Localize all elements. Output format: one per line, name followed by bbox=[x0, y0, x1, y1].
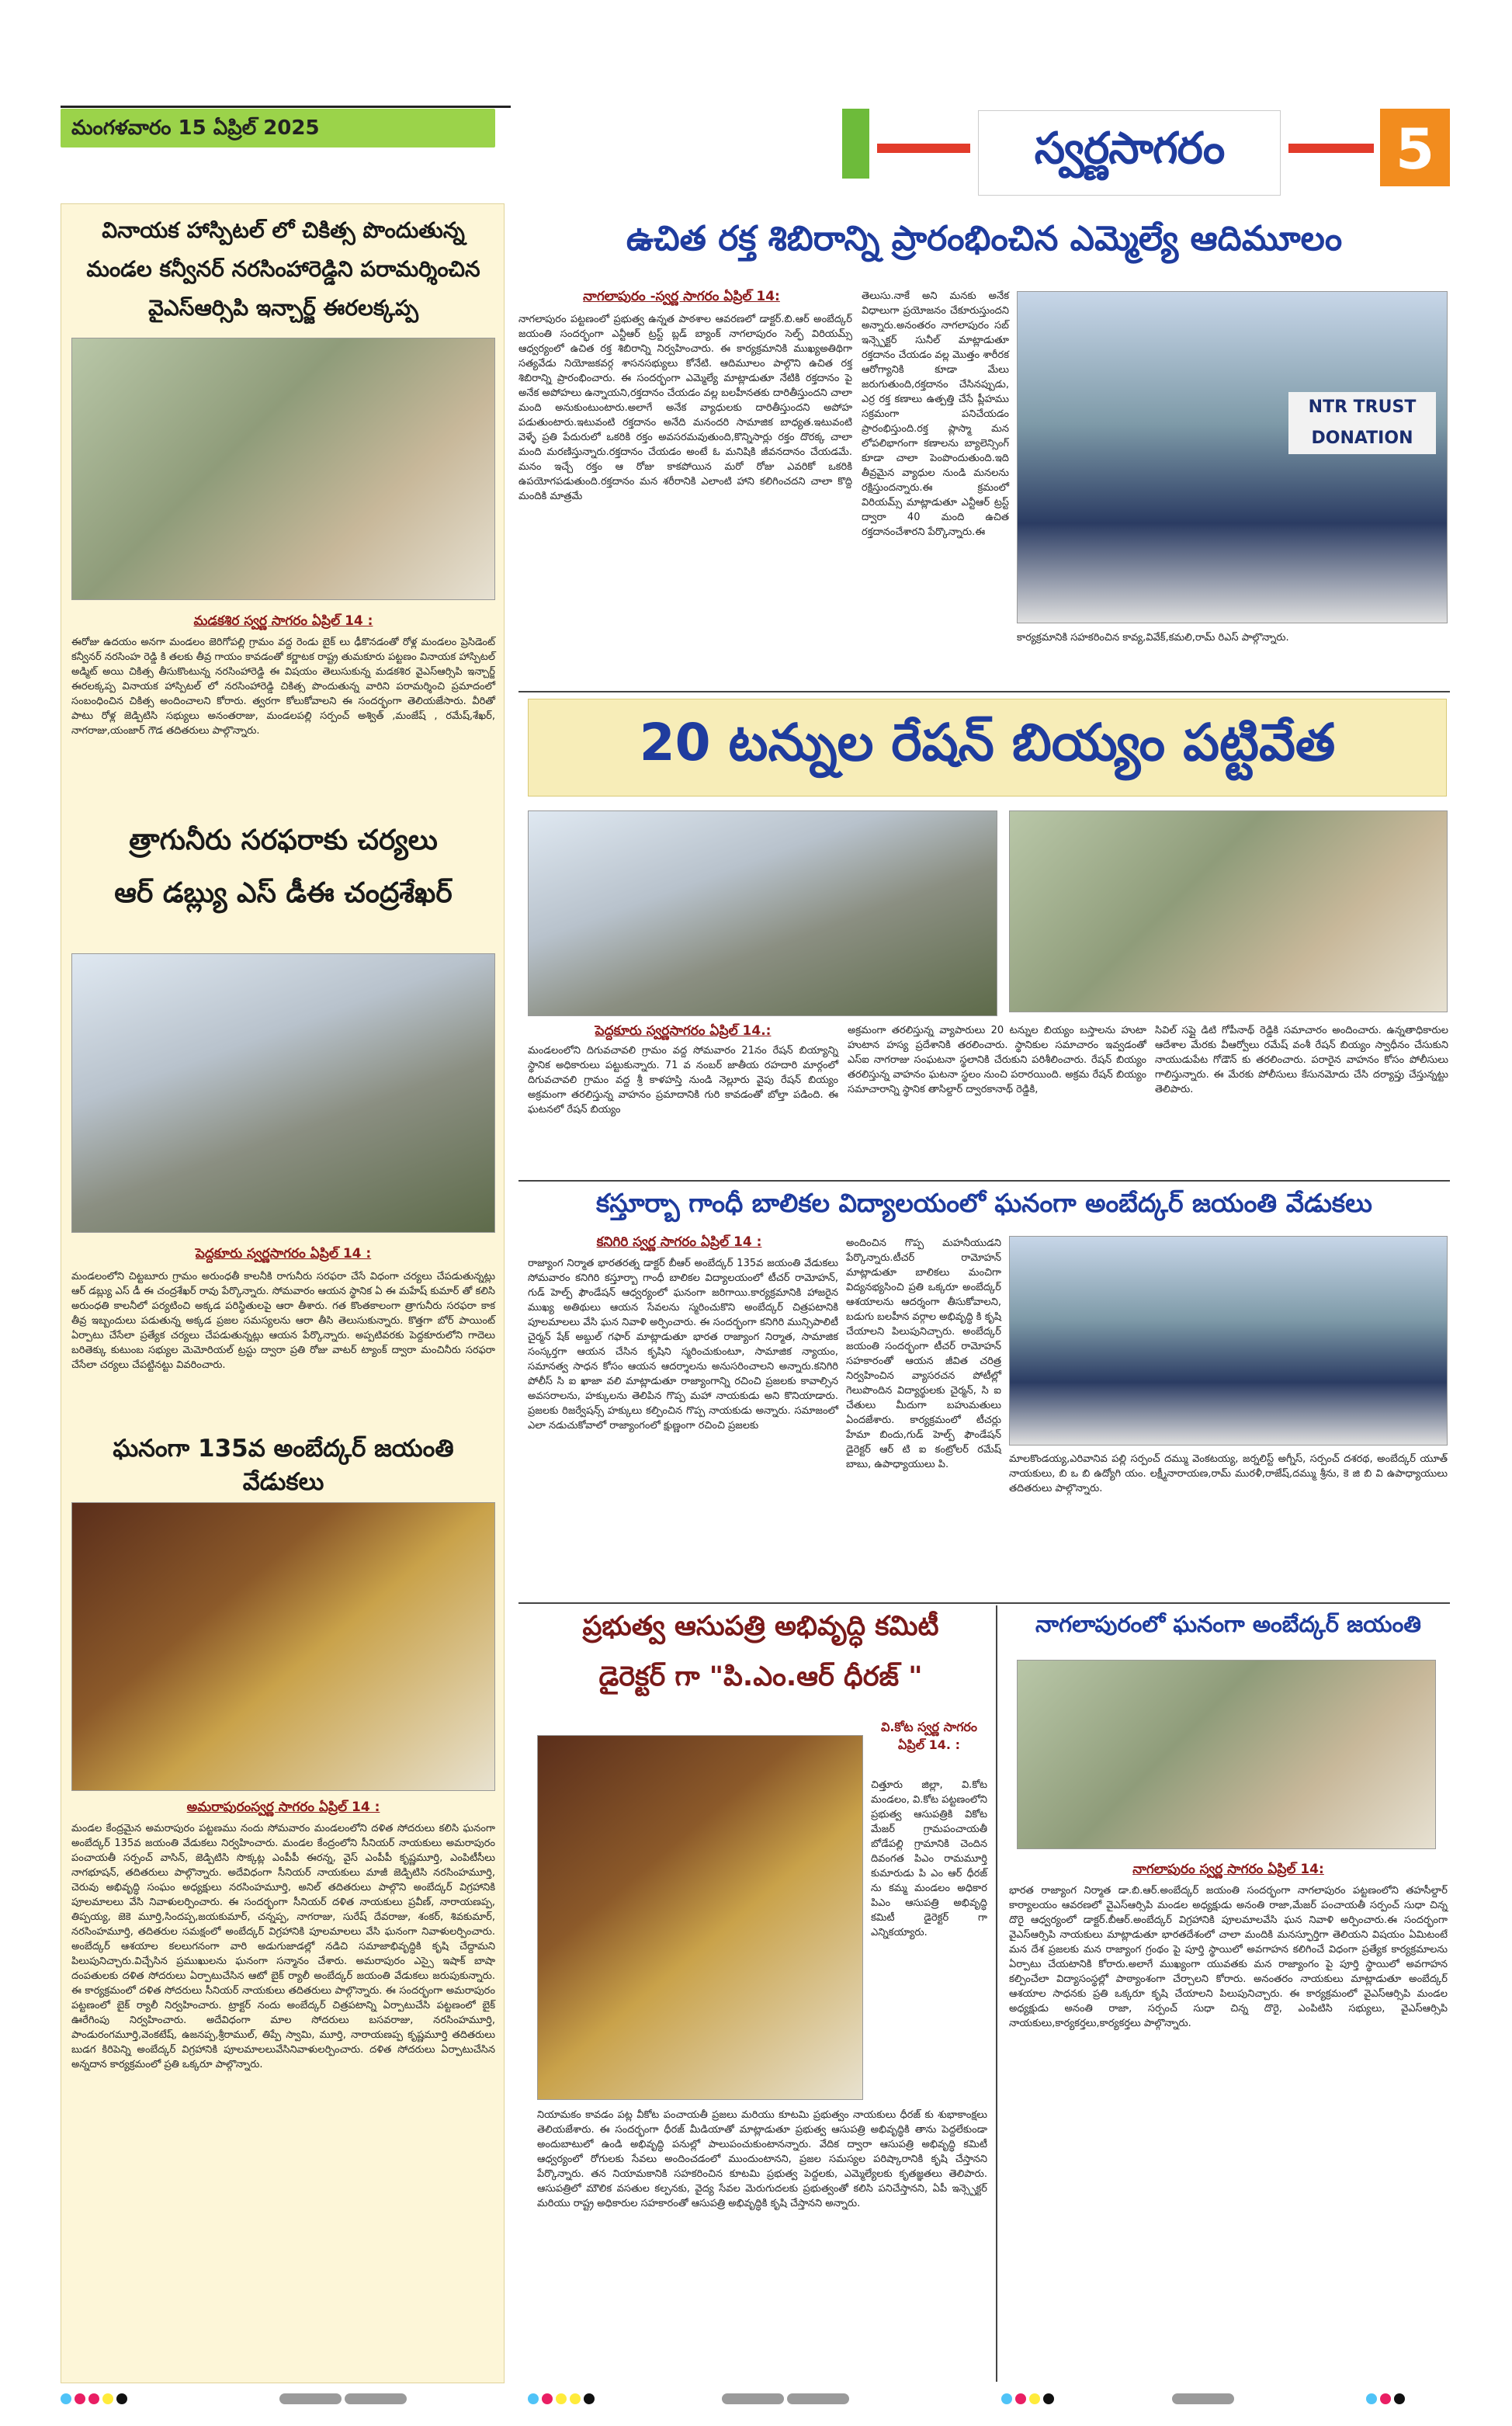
main-story5-body: భారత రాజ్యాంగ నిర్మాత డా.బి.ఆర్.అంబేద్కర్ జయంతి సందర్భంగా నాగలాపురం పట్టణంలోని తహసీల్దార్ కార్యాలయం ఆవరణలో వైఎస్ఆర్సిపి మండల అధ్యక్షుడు అనంతి రాజా,మేజర్ పంచాయతీ సర్పంచ్ సుధా చిన్న దొరై ఆధ్వర్యంలో డాక్టర్.బీఆర్.అంబేద్కర్ విగ్రహానికి పూలమాలవేసి ఘన నివాళి అర్పించారు.ఈ సందర్భంగా వైఎస్ఆర్సిపి నాయకులు మాట్లాడుతూ భారతదేశంలో చాలా మందికి మనస్ఫూర్తిగా తెలియని విషయం ఏమిటంటే మన దేశ ప్రజలకు మన రాజ్యాంగ గ్రంథం పై పూర్తి స్థాయిలో అవగాహన కలిగించే విధంగా ప్రత్యేక కార్యక్రమాలను ఏర్పాటు చేయటానికి కోరారు.అలాగే ముఖ్యంగా యువతకు మన రాజ్యాంగం పై పూర్తి స్థాయిలో అవగాహన కల్పించేలా విద్యాసంస్థల్లో పాఠ్యాంశంగా చేర్చాలని కోరారు. అనంతరం నాయకులు మాట్లాడుతూ అంబేద్కర్ ఆశయాల సాధనకు ప్రతి ఒక్కరూ కృషి చేయాలని పిలుపునిచ్చారు. ఈ కార్యక్రమంలో వైఎస్ఆర్సిపి మండల అధ్యక్షుడు అనంతి రాజా, సర్పంచ్ సుధా చిన్న దొరై, ఎంపిటిసి సభ్యులు, వైఎస్ఆర్సిపి నాయకులు,కార్యకర్తలు,కార్యకర్తలు పాల్గొన్నారు. bbox=[1009, 1885, 1448, 2029]
bar-gray-mid-2 bbox=[787, 2393, 849, 2404]
masthead-logo: స్వర్ణసాగరం bbox=[1034, 123, 1225, 174]
dot-yellow-right bbox=[1029, 2393, 1040, 2404]
header-top-line bbox=[61, 106, 511, 108]
left-story2-body: మండలంలోని చిట్టబూరు గ్రామం అరుంధతీ కాలనీకి రాగునీరు సరఫరా చేసే విధంగా చర్యలు చేపడుతున్నట్లు ఆర్ డబ్ల్యు ఎస్ డీ ఈ చంద్రశేఖర్ రావు పేర్కొన్నారు. సోమవారం ఆయన స్థానిక ఏ ఈ మహేష్ కుమార్ తో కలిసి అరుంధతి కాలనీలో పర్యటించి అక్కడ పరిస్థితులపై ఆరా తీశారు. గత కొంతకాలంగా త్రాగునీరు సరఫరా కాక తీవ్ర ఇబ్బందులు పడుతున్న అక్కడ ప్రజల సమస్యలను ఆరా తీసి తెలుసుకున్నారు. కొత్తగా బోర్ పాయింట్ ఏర్పాటు చేసేలా ప్రత్యేక చర్యలు చేపడుతున్నట్లు ఆయన పేర్కొన్నారు. అప్పటివరకు పెద్దకూరులోని గాదెలు బరితెక్కు కుటుంబ సభ్యుల మెమోరియల్ ట్రస్టు ద్వారా ప్రతి రోజు వాటర్ ట్యాంక్ ద్వారా మంచినీరు సరఫరా చేసేలా చర్యలు చేపట్టినట్టు వివరించారు. bbox=[71, 1271, 495, 1371]
red-line-right bbox=[1288, 144, 1374, 153]
main-story4-headline-line1: ప్రభుత్వ ఆసుపత్రి అభివృద్ధి కమిటీ bbox=[582, 1611, 939, 1642]
main-story2-dateline: పెద్దకూరు స్వర్ణసాగరం ఏప్రిల్ 14.: bbox=[595, 1023, 772, 1039]
bar-gray bbox=[279, 2393, 342, 2404]
main-story3-body-col2: అందించిన గొప్ప మహనీయుడని పేర్కొన్నారు.టీచర్ రామోహన్ మాట్లాడుతూ బాలికలు మంచిగా విద్యనభ్యసించి ప్రతి ఒక్కరూ అంబేద్కర్ ఆశయాలను ఆదర్శంగా తీసుకోవాలని, బడుగు బలహీన వర్గాల అభివృద్ధి కి కృషి చేయాలని పిలుపునిచ్చారు. అంబేద్కర్ జయంతి సందర్భంగా టీచర్ రామోహన్ సహకారంతో ఆయన జీవిత చరిత్ర నిర్వహించిన వ్యాసరచన పోటీల్లో గెలుపొందిన విద్యార్థులకు చైర్మన్, సి ఐ చేతులు మీదుగా బహుమతులు ఏందజేశారు. కార్యక్రమంలో టీచర్లు హేమా బిందు,గుడ్ హెల్ప్ ఫౌండేషన్ డైరెక్టర్ ఆర్ టి ఐ కంట్రోలర్ రమేష్ బాబు, ఉపాధ్యాయులు పి. bbox=[846, 1237, 1001, 1470]
left-story1-body: ఈరోజు ఉదయం అనగా మండలం జెరిగోపల్లి గ్రామం వద్ద రెండు బైక్ లు ఢీకొనడంతో రోళ్ల మండలం ప్రెసిడెంట్ కన్వీనర్ నరసింహ రెడ్డి కి తలకు తీవ్ర గాయం కావడంతో కర్ణాటక రాష్ట్ర తుమకూరు పట్టణం వినాయక హాస్పిటల్ అడ్మిట్ అయి చికిత్స తీసుకొంటున్న నరసింహారెడ్డి ఈ విషయం తెలుసుకున్న మడకశిర వైఎస్ఆర్సిపి ఇన్చార్జ్ ఈరలక్కప్ప వినాయక హాస్పిటల్ లో నరసింహారెడ్డి చికిత్స పొందుతున్న వారిని పరామర్శించి ప్రమాదంలో సంబంధించిన చికిత్స అందించాలని కోరారు. త్వరగా కోలుకోవాలని ఈ సందర్భంగా తెలియజేసారు. వీరితో పాటు రోళ్ల జెడ్పిటిసి సభ్యులు అనంతరాజు, మండలపల్లి సర్పంచ్ అశ్విత్ ,మంజేష్ , రమేష్,శేఖర్, నాగరాజు,యంజార్ గౌడ తదితరులు పాల్గొన్నారు. bbox=[71, 637, 495, 737]
main-story1-photo bbox=[1017, 291, 1448, 623]
divider-3 bbox=[518, 1602, 1450, 1604]
main-story2-photo1 bbox=[528, 810, 997, 1016]
main-story4-headline-line2: డైరెక్టర్ గా "పి.ఎం.ఆర్ ధీరజ్ " bbox=[598, 1661, 923, 1692]
main-story2-photo2 bbox=[1009, 810, 1448, 1012]
dot-cyan-far bbox=[1366, 2393, 1377, 2404]
left-story3-dateline: అమరాపురంస్వర్ణ సాగరం ఏప్రిల్ 14 : bbox=[186, 1800, 380, 1815]
left-story2-photo bbox=[71, 953, 495, 1233]
footer-bars-left bbox=[279, 2393, 435, 2408]
footer-dots-left bbox=[61, 2393, 216, 2408]
bar-gray-mid bbox=[722, 2393, 784, 2404]
bar-gray-right bbox=[1172, 2393, 1234, 2404]
main-story5-headline: నాగలాపురంలో ఘనంగా అంబేద్కర్ జయంతి bbox=[1035, 1611, 1421, 1637]
main-story2-body-col3: సివిల్ సప్లై డిటి గోపీనాథ్ రెడ్డికి సమాచారం అందించారు. ఉన్నతాధికారుల ఆదేశాల మేరకు వీఆర్వోలు రమేష్ వంశీ రేషన్ బియ్యం స్వాధీనం చేసుకుని నాయుడుపేట గోడౌన్ కు తరలించారు. పరారైన వాహనం కోసం పోలీసులు గాలిస్తున్నారు. ఈ మేరకు పోలీసులు కేసునమోదు చేసి దర్యాప్తు చేస్తున్నట్టు తెలిపారు. bbox=[1155, 1025, 1448, 1095]
left-story2-dateline: పెద్దకూరు స్వర్ణసాగరం ఏప్రిల్ 14 : bbox=[195, 1246, 372, 1262]
green-block bbox=[842, 109, 869, 179]
main-story2-headline: 20 టన్నుల రేషన్ బియ్యం పట్టివేత bbox=[639, 713, 1336, 772]
dot-yellow-mid bbox=[556, 2393, 567, 2404]
main-story5-photo bbox=[1017, 1660, 1436, 1849]
main-story3-headline: కస్తూర్బా గాంధీ బాలికల విద్యాలయంలో ఘనంగా అంబేద్కర్ జయంతి వేడుకలు bbox=[596, 1188, 1372, 1218]
footer-bars-right bbox=[1172, 2393, 1327, 2408]
left-story1-headline: వినాయక హాస్పిటల్ లో చికిత్స పొందుతున్న మండల కన్వీనర్ నరసింహారెడ్డిని పరామర్శించిన వైఎస్ఆర్సిపి ఇన్చార్జ్ ఈరలక్కప్ప bbox=[86, 217, 480, 321]
footer-bars-mid bbox=[722, 2393, 877, 2408]
footer-dots-mid bbox=[528, 2393, 683, 2408]
main-story4-dateline: వి.కోట స్వర్ణ సాగరం ఏప్రిల్ 14. : bbox=[880, 1720, 978, 1752]
divider-vertical bbox=[996, 1605, 997, 2382]
left-story1-photo bbox=[71, 338, 495, 600]
dot-yellow bbox=[102, 2393, 113, 2404]
dot-magenta-mid bbox=[542, 2393, 553, 2404]
left-story3-photo bbox=[71, 1502, 495, 1791]
footer-dots-right bbox=[1001, 2393, 1157, 2408]
main-story3-body-col1: రాజ్యాంగ నిర్మాత భారతరత్న డాక్టర్ బీఆర్ అంబేద్కర్ 135వ జయంతి వేడుకలు సోమవారం కనిగిరి కస్తూర్బా గాంధీ బాలికల విద్యాలయంలో టీచర్ రామోహన్, గుడ్ హెల్ప్ ఫౌండేషన్ ఆధ్వర్యంలో ఘనంగా జరిగాయి.కార్యక్రమానికి హాజరైన ముఖ్య అతిథులు ఆయన సేవలను స్మరించుకొని అంబేద్కర్ చిత్రపటానికి పూలమాలలు వేసి ఘన నివాళి అర్పించారు. ఈ సందర్భంగా కనిగిరి మున్సిపాలిటీ చైర్మన్ షేక్ అబ్దుల్ గఫార్ మాట్లాడుతూ భారత రాజ్యాంగ నిర్మాత, సామాజిక సంస్కర్తగా ఆయన చేసిన కృషిని స్మరించుకుంటూ, సామాజిక న్యాయం, సమానత్వ సాధన కోసం ఆయన ఆదర్శాలను అనుసరించాలని అన్నారు.కనిగిరి పోలీస్ సి ఐ ఖాజా వలి మాట్లాడుతూ రాజ్యాంగాన్ని రచించి ప్రజలకు కావాల్సిన అవసరాలను, హక్కులను తెలిపిన గొప్ప మహా నాయకుడు అని కొనియాడారు. ప్రజలకు రిజర్వేషన్స్ హక్కులు కల్పించిన గొప్ప నాయకుడు అన్నారు. సమాజంలో ఎలా నడుచుకోవాలో రాజ్యాంగంలో క్షుణ్ణంగా రచించి ప్రజలకు bbox=[528, 1258, 838, 1432]
main-story1-headline: ఉచిత రక్త శిబిరాన్ని ప్రారంభించిన ఎమ్మెల్యే ఆదిమూలం bbox=[626, 219, 1343, 259]
main-story3-photo bbox=[1009, 1236, 1448, 1446]
dot-black-right bbox=[1043, 2393, 1054, 2404]
dot-cyan-mid bbox=[528, 2393, 539, 2404]
main-story1-dateline: నాగలాపురం -స్వర్ణ సాగరం ఏప్రిల్ 14: bbox=[583, 289, 780, 304]
main-story5-dateline: నాగలాపురం స్వర్ణ సాగరం ఏప్రిల్ 14: bbox=[1132, 1862, 1324, 1877]
dot-magenta-right bbox=[1015, 2393, 1026, 2404]
dot-magenta-2 bbox=[88, 2393, 99, 2404]
date-text: మంగళవారం 15 ఏప్రిల్ 2025 bbox=[71, 116, 320, 140]
main-story3-dateline: కనిగిరి స్వర్ణ సాగరం ఏప్రిల్ 14 : bbox=[596, 1234, 762, 1250]
main-story4-photo bbox=[537, 1735, 863, 2100]
dot-magenta-far bbox=[1380, 2393, 1391, 2404]
dot-cyan bbox=[61, 2393, 71, 2404]
main-story3-photo-caption: మాలకొండయ్య,ఎరివానివ పల్లి సర్పంచ్ దమ్ము వెంకటయ్య, జర్నలిస్ట్ అగ్నీస్, సర్పంచ్ దశరథ, అంబేద్కర్ యూత్ నాయకులు, బి ఒ బి ఉద్యోగి యం. లక్ష్మీనారాయణ,రామ్ మురళీ,రాజేష్,దమ్ము శ్రీను, కె జి బి వి ఉపాధ్యాయులు తదితరులు పాల్గొన్నారు. bbox=[1009, 1453, 1448, 1494]
main-story4-body-bottom: నియామకం కావడం పట్ల వీకోట పంచాయతీ ప్రజలు మరియు కూటమి ప్రభుత్వం నాయకులు ధీరజ్ కు శుభాకాంక్షలు తెలియజేశారు. ఈ సందర్భంగా ధీరజ్ మీడియాతో మాట్లాడుతూ ప్రభుత్వ ఆసుపత్రి అభివృద్ధికి తాను పెద్దలేకుండా అందుబాటులో ఉండి అభివృద్ధి పనుల్లో పాలుపంచుకుంటానన్నారు. వేదిక ద్వారా ఆసుపత్రి అభివృద్ధి కమిటీ ఆధ్వర్యంలో రోగులకు సేవలు అందించడంలో ముందుంటానని, ప్రజల సమస్యల పరిష్కారానికి కృషి చేస్తానని పేర్కొన్నారు. తన నియామకానికి సహకరించిన కూటమి ప్రభుత్వ పెద్దలకు, ఎమ్మెల్యేలకు కృతజ్ఞతలు తెలిపారు. ఆసుపత్రిలో మౌలిక వసతుల కల్పనకు, వైద్య సేవల మెరుగుదలకు ప్రభుత్వంతో కలిసి పనిచేస్తానని, ఏపీ ఇన్స్పెక్టర్ మరియు రాష్ట్ర అధికారుల సహకారంతో ఆసుపత్రి అభివృద్ధికి కృషి చేస్తానని అన్నారు. bbox=[537, 2109, 987, 2209]
main-story2-body-col2: అక్రమంగా తరలిస్తున్న వ్యాపారులు 20 టన్నుల బియ్యం బస్తాలను హుటా హుటాన హస్య ప్రదేశానికి తరలించారు. స్థానికుల సమాచారం ఇవ్వడంతో ఎస్ఐ నాగరాజు సంఘటనా స్థలానికి చేరుకుని పరిశీలించారు. రేషన్ బియ్యం తరలిస్తున్న వాహనం ఘటనా స్థలం నుంచి పరారయింది. అక్రమ రేషన్ బియ్యం సమాచారాన్ని స్థానిక తాసిల్దార్ ద్వారకానాథ్ రెడ్డికి, bbox=[848, 1025, 1146, 1095]
main-story1-photo-caption: కార్యక్రమానికి సహకరించిన కావ్య,వివేక్,కమలి,రామ్ రిఎస్ పాల్గొన్నారు. bbox=[1017, 632, 1289, 644]
bar-gray-2 bbox=[345, 2393, 407, 2404]
left-story2-headline-line1: త్రాగునీరు సరఫరాకు చర్యలు bbox=[129, 824, 438, 856]
divider-1 bbox=[518, 691, 1450, 692]
left-story2-headline-line2: ఆర్ డబ్ల్యు ఎస్ డీఈ చంద్రశేఖర్ bbox=[114, 877, 453, 909]
page-number: 5 bbox=[1395, 116, 1435, 182]
footer-dots-far-right bbox=[1366, 2393, 1459, 2408]
left-story3-body: మండల కేంద్రమైన అమరాపురం పట్టణము నందు సోమవారం మండలంలోని దళిత సోదరులు కలిసి ఘనంగా అంబేద్కర్ 135వ జయంతి వేడుకలు నిర్వహించారు. మండల కేంద్రంలోని సీనియర్ నాయకులు అమరాపురం పంచాయతీ సర్పంచ్ వాసిన్, జెడ్పిటిసి సొక్కట్ల ఎంపీపీ ఈరన్న, వైస్ ఎంపీపీ కృష్ణమూర్తి, ఎంపిటీసీలు నాగభూషన్, తదితరులు పాల్గొన్నారు. అదేవిధంగా సీనియర్ నాయకులు మాజీ జెడ్పిటిసి నరసింహమూర్తి, చెరువు అభివృద్ధి సంఘం అధ్యక్షులు నరసింహమూర్తి, అనిల్ తదితరులు పాల్గొని అంబేద్కర్ విగ్రహానికి పూలమాలలు వేసి నివాళులర్పించారు. ఈ సందర్భంగా సీనియర్ దళిత నాయకులు ప్రవీణ్, నారాయణప్ప, తిప్పయ్య, జెకె మూర్తి,సిందప్ప,జయకుమార్, చన్నప్ప, నాగరాజు, సురేష్ దేవరాజు, శంకర్, శివకుమార్, నరసింహమూర్తి, తదితరుల సమక్షంలో అంబేద్కర్ విగ్రహానికి పూలమాలలు వేసి ఘనంగా నివాళులర్పించారు. అంబేద్కర్ ఆశయాల కలలుగనంగా వారి అడుగుజాడల్లో నడిచి సమాజాభివృద్ధికి కృషి చేద్దామని పిలుపునిచ్చారు.విచ్చేసిన ప్రముఖులను ఘనంగా సన్మానం చేశారు. అమరాపురం ఎస్సై ఇషాక్ బాషా దంపతులకు దళిత సోదరులు ఏర్పాటుచేసిన ఆటో బైక్ ర్యాలీ అంబేద్కర్ జయంతి వేడుకలు జరుపుకున్నారు. ఈ కార్యక్రమంలో దళిత సోదరులు సీనియర్ నాయకులు తదితరులు పాల్గొన్నారు. ఈ సందర్భంగా అమరాపురం పట్టణంలో బైక్ ర్యాలీ నిర్వహించారు. ట్రాక్టర్ నందు అంబేద్కర్ చిత్రపటాన్ని ఏర్పాటుచేసి పట్టణంలో బైక్ ఊరేగింపు నిర్వహించారు. అదేవిధంగా మాల సోదరులు బసవరాజు, నరసింహమూర్తి, పాండురంగమూర్తి,వెంకటేష్, ఉజనప్ప,శ్రీరాముల్, తిప్పే స్వామి, మూర్తి, నారాయణప్ప కృష్ణమూర్తి తదితరులు బుడగ కిరిపెన్ని అంబేద్కర్ విగ్రహానికి పూలమాలలువేసినివాళులర్పించారు. దళిత సోదరులు ఏర్పాటుచేసిన అన్నదాన కార్యక్రమంలో ప్రతి ఒక్కరూ పాల్గొన్నారు. bbox=[71, 1823, 495, 2070]
dot-black bbox=[116, 2393, 127, 2404]
main-story4-body-side: చిత్తూరు జిల్లా, వి.కోట మండలం, వి.కోట పట్టణంలోని ప్రభుత్వ ఆసుపత్రికి వికోట మేజర్ గ్రామపంచాయతీ బోడేపల్లి గ్రామానికి చెందిన దివంగత పిఎం రామమూర్తి కుమారుడు పి ఎం ఆర్ ధీరజ్ ను కమ్మ మండలం అధికార పిఎం ఆసుపత్రి అభివృద్ధి కమిటీ డైరెక్టర్ గా ఎన్నికయ్యారు. bbox=[871, 1779, 988, 1938]
dot-magenta bbox=[75, 2393, 85, 2404]
main-story1-banner: NTR TRUST DONATION bbox=[1288, 392, 1436, 454]
red-line-left bbox=[877, 144, 970, 153]
left-story3-headline: ఘనంగా 135వ అంబేద్కర్ జయంతి వేడుకలు bbox=[113, 1435, 454, 1496]
divider-2 bbox=[518, 1180, 1450, 1182]
dot-black-far bbox=[1394, 2393, 1405, 2404]
dot-cyan-right bbox=[1001, 2393, 1012, 2404]
left-story1-dateline: మడకశిర స్వర్ణ సాగరం ఏప్రిల్ 14 : bbox=[193, 613, 373, 629]
main-story1-body-col1: నాగలాపురం పట్టణంలో ప్రభుత్వ ఉన్నత పాఠశాల ఆవరణలో డాక్టర్.బి.ఆర్ అంబేద్కర్ జయంతి సందర్భంగా ఎన్టీఆర్ ట్రస్ట్ బ్లడ్ బ్యాంక్ నాగలాపురం సెల్ఫ్ విరియమ్స్ ఆధ్వర్యంలో ఉచిత రక్త శిబిరాన్ని నిర్వహించారు. ఈ కార్యక్రమానికి ముఖ్యఅతిథిగా సత్యవేడు నియోజకవర్గ శాసనసభ్యులు కోనేటి. ఆదిమూలం పాల్గొని ఉచిత రక్త శిబిరాన్ని ప్రారంభించారు. ఈ సందర్భంగా ఎమ్మెల్యే మాట్లాడుతూ నేటికి రక్తదానం పై అనేక అపోహలు ఉన్నాయని,రక్తదానం చేయడం వల్ల బలహీనతకు దారితీస్తుందని చాలా మంది అనుకుంటుంటారు.అలాగే అనేక వ్యాధులకు దారితీస్తుందని అపోహ పడుతుంటారు.ఇటువంటి రక్తదానం అనేది మనందరి సామాజిక బాధ్యత.ఇటువంటి వెళ్ళే ప్రతి పేదురులో ఒకరికి రక్తం అవసరమవుతుంది,కొన్నిసార్లు రక్తం దొరక్క చాలా మంది మరణిస్తున్నారు.రక్తదానం చేయడం అంటే ఓ మనిషికి జీవనదానం చేయడమే. మనం ఇచ్చే రక్తం ఆ రోజు కాకపోయిన మరో రోజు ఎవరికో ఒకరికి ఉపయోగపడుతుంది.రక్తదానం మన శరీరానికి ఎలాంటి హాని కలిగించదని చాలా కొద్ది మందికి మాత్రమే bbox=[518, 314, 852, 502]
dot-black-mid bbox=[584, 2393, 595, 2404]
dot-yellow-mid-2 bbox=[570, 2393, 581, 2404]
main-story2-body-col1: మండలంలోని దిగువచావలి గ్రామం వద్ద సోమవారం 21నం రేషన్ బియ్యాన్ని స్థానిక అధికారులు పట్టుకున్నారు. 71 వ నంబర్ జాతీయ రహదారి మార్గంలో దిగువచావలి గ్రామం వద్ద శ్రీ కాళహస్తి నుండి నెల్లూరు వైపు రేషన్ బియ్యం అక్రమంగా తరలిస్తున్న వాహనం ప్రమాదానికి గురి కావడంతో బోల్తా పడింది. ఈ ఘటనలో రేషన్ బియ్యం bbox=[528, 1045, 838, 1116]
main-story1-body-col2: తెలుసు.నాకే అని మనకు అనేక విధాలుగా ప్రయోజనం చేకూరుస్తుందని అన్నారు.అనంతరం నాగలాపురం సబ్ ఇన్స్పెక్టర్ సునీల్ మాట్లాడుతూ రక్తదానం చేయడం వల్ల మొత్తం శారీరక ఆరోగ్యానికి కూడా మేలు జరుగుతుంది,రక్తదానం చేసినప్పుడు, ఎర్ర రక్త కణాలు ఉత్పత్తి చేసే ప్లీహము సక్రమంగా పనిచేయడం ప్రారంభిస్తుంది.రక్త ప్లాస్మా మన లోపలిభాగంగా కణాలను బ్యాలెన్సింగ్ కూడా చాలా పెంపొందుతుంది.ఇది తీవ్రమైన వ్యాధుల నుండి మనలను రక్షిస్తుందన్నారు.ఈ క్రమంలో విరియమ్స్ మాట్లాడుతూ ఎన్టీఆర్ ట్రస్ట్ ద్వారా 40 మంది ఉచిత రక్తదానంచేశారని పేర్కొన్నారు.ఈ bbox=[862, 290, 1009, 538]
